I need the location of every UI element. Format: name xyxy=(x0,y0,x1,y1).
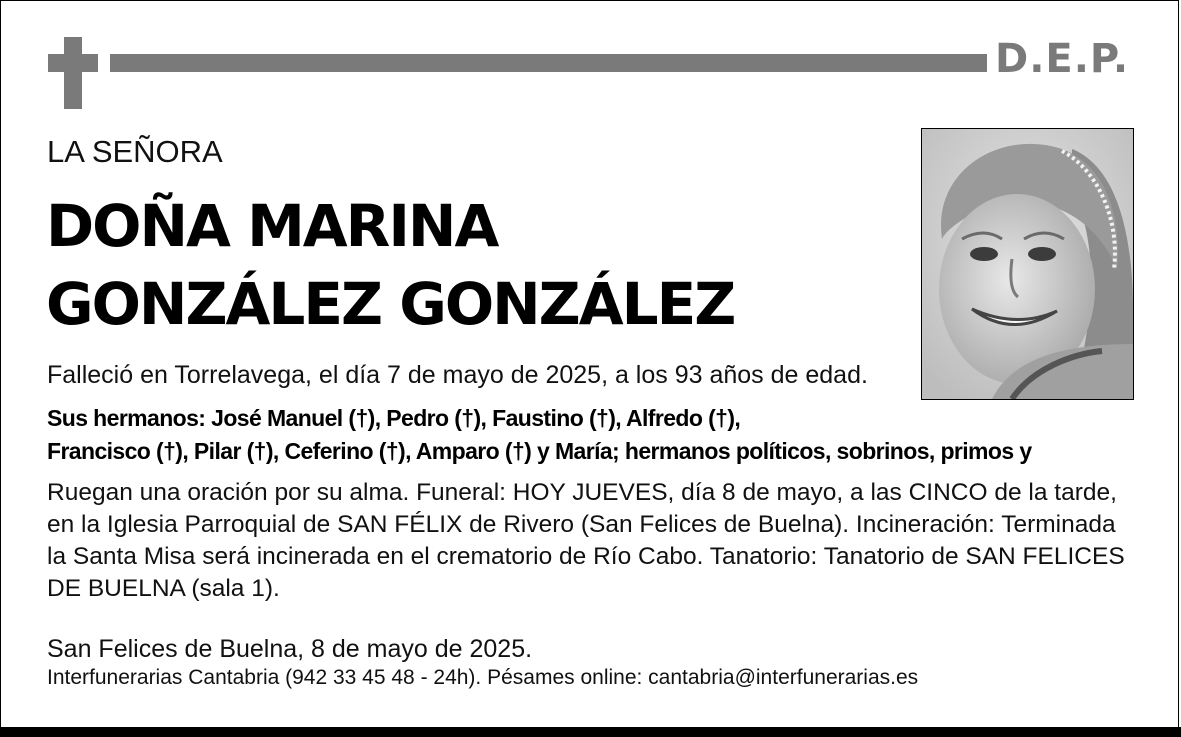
deceased-name-line-1: DOÑA MARINA xyxy=(46,192,498,260)
service-line: Ruegan una oración por su alma. Funeral: HOY JUEVES, día 8 de mayo, a las CINCO de la tarde, xyxy=(47,479,1117,506)
service-line: en la Iglesia Parroquial de SAN FÉLIX de Rivero (San Felices de Buelna). Incineración: Terminada xyxy=(47,511,1116,538)
dep-label: D.E.P. xyxy=(995,36,1130,82)
title-prefix: LA SEÑORA xyxy=(47,134,223,169)
service-line: DE BUELNA (sala 1). xyxy=(47,575,280,602)
family-line: Francisco (†), Pilar (†), Ceferino (†), Amparo (†) y María; hermanos políticos, sobrinos, primos y xyxy=(47,438,1032,464)
cross-icon-arm xyxy=(48,54,98,72)
service-line: la Santa Misa será incinerada en el crematorio de Río Cabo. Tanatorio: Tanatorio de SAN FELICES xyxy=(47,543,1125,570)
deceased-name-line-2: GONZÁLEZ GONZÁLEZ xyxy=(46,270,735,338)
bottom-border xyxy=(0,727,1181,737)
header-rule xyxy=(110,54,987,72)
funeral-home-info: Interfunerarias Cantabria (942 33 45 48 - 24h). Pésames online: cantabria@interfunerarias.es xyxy=(47,666,919,689)
family-line: Sus hermanos: José Manuel (†), Pedro (†), Faustino (†), Alfredo (†), xyxy=(47,405,741,431)
portrait-photo xyxy=(921,128,1134,400)
place-date: San Felices de Buelna, 8 de mayo de 2025. xyxy=(47,635,533,663)
death-info: Falleció en Torrelavega, el día 7 de mayo de 2025, a los 93 años de edad. xyxy=(47,361,868,389)
cross-icon xyxy=(64,37,82,109)
